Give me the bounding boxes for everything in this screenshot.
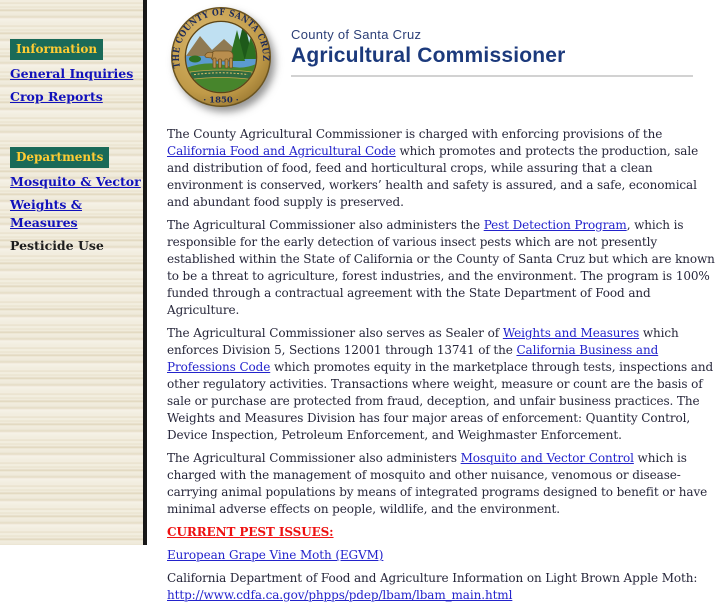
header-divider bbox=[291, 75, 693, 77]
weights-measures-paragraph bbox=[167, 325, 719, 444]
page-title: Agricultural Commissioner bbox=[291, 44, 566, 67]
sidebar-item-general-inquiries[interactable]: General Inquiries bbox=[10, 66, 134, 82]
seal-year-text: · 1850 · bbox=[203, 95, 239, 106]
inline-link[interactable]: Mosquito and Vector Control bbox=[460, 451, 634, 465]
sidebar-item-crop-reports[interactable]: Crop Reports bbox=[10, 89, 103, 105]
paragraph-text: The County Agricultural Commissioner is charged with enforcing provisions of the bbox=[167, 127, 663, 141]
inline-link[interactable]: Pest Detection Program bbox=[483, 218, 627, 232]
sidebar-section-header-information: Information bbox=[10, 39, 103, 60]
sidebar-item-weights-measures[interactable]: Weights & Measures bbox=[10, 197, 82, 231]
inline-link[interactable]: Weights and Measures bbox=[502, 326, 640, 340]
sidebar-section-header-departments: Departments bbox=[10, 147, 109, 168]
main-content bbox=[151, 0, 727, 602]
pest-detection-paragraph bbox=[167, 217, 719, 319]
paragraph-text: , which is responsible for the early detection of various insect pests which are not presently established within the State of California or the County of Santa Cruz but which are known to be a threat to agriculture, forest industries, and the environment. The program is 100% funded through a contractual agreement with the State Department of Food and Agriculture. bbox=[167, 218, 715, 317]
title-block bbox=[291, 27, 566, 68]
paragraph-text: which enforces Division 5, Sections 12001 through 13741 of the bbox=[167, 326, 679, 357]
egvm-paragraph bbox=[167, 547, 719, 564]
seal-ring-text: THE COUNTY OF SANTA CRUZ bbox=[171, 7, 271, 69]
lbam-paragraph bbox=[167, 570, 719, 604]
site-name: County of Santa Cruz bbox=[291, 27, 422, 42]
paragraph-text: The Agricultural Commissioner also administers bbox=[167, 451, 461, 465]
inline-link[interactable]: California Food and Agricultural Code bbox=[167, 144, 396, 158]
lbam-url-link[interactable]: http://www.cdfa.ca.gov/phpps/pdep/lbam/lbam_main.html bbox=[167, 588, 513, 602]
paragraph-text: which promotes equity in the marketplace through tests, inspections and other regulatory activities. Transactions where weight, measure or count are the basis of sale or purchase are protected from fraud, deception, and unfair business practices. The Weights and Measures Division has four major areas of enforcement: Quantity Control, Device Inspection, Petroleum Enforcement, and Weighmaster Enforcement. bbox=[167, 360, 714, 442]
sidebar bbox=[0, 0, 147, 545]
seal-bush bbox=[189, 56, 201, 63]
paragraph-text: The Agricultural Commissioner also administers the bbox=[167, 218, 484, 232]
sidebar-item-mosquito-vector[interactable]: Mosquito & Vector bbox=[10, 174, 141, 190]
inline-link[interactable]: California Business and Professions Code bbox=[167, 343, 659, 374]
mosquito-paragraph bbox=[167, 450, 719, 518]
intro-paragraph bbox=[167, 126, 719, 211]
egvm-link[interactable]: European Grape Vine Moth (EGVM) bbox=[167, 548, 384, 562]
paragraph-text: which is charged with the management of mosquito and other nuisance, venomous or disease-carrying animal populations by means of integrated programs designed to benefit or have minimal adverse effects on people, wildlife, and the environment. bbox=[167, 451, 708, 516]
current-pest-issues-heading: CURRENT PEST ISSUES: bbox=[167, 525, 334, 539]
paragraph-text: The Agricultural Commissioner also serves as Sealer of bbox=[167, 326, 503, 340]
body-text bbox=[167, 126, 719, 610]
county-seal-logo bbox=[168, 6, 274, 112]
paragraph-text: which promotes and protects the production, sale and distribution of food, feed and horticultural crops, while assuring that a clean environment is conserved, workers’ health and safety is assured, and a safe, economical and abundant food supply is preserved. bbox=[167, 144, 699, 209]
lbam-intro-text: California Department of Food and Agriculture Information on Light Brown Apple Moth: bbox=[167, 571, 698, 585]
sidebar-item-pesticide-use: Pesticide Use bbox=[10, 238, 104, 254]
